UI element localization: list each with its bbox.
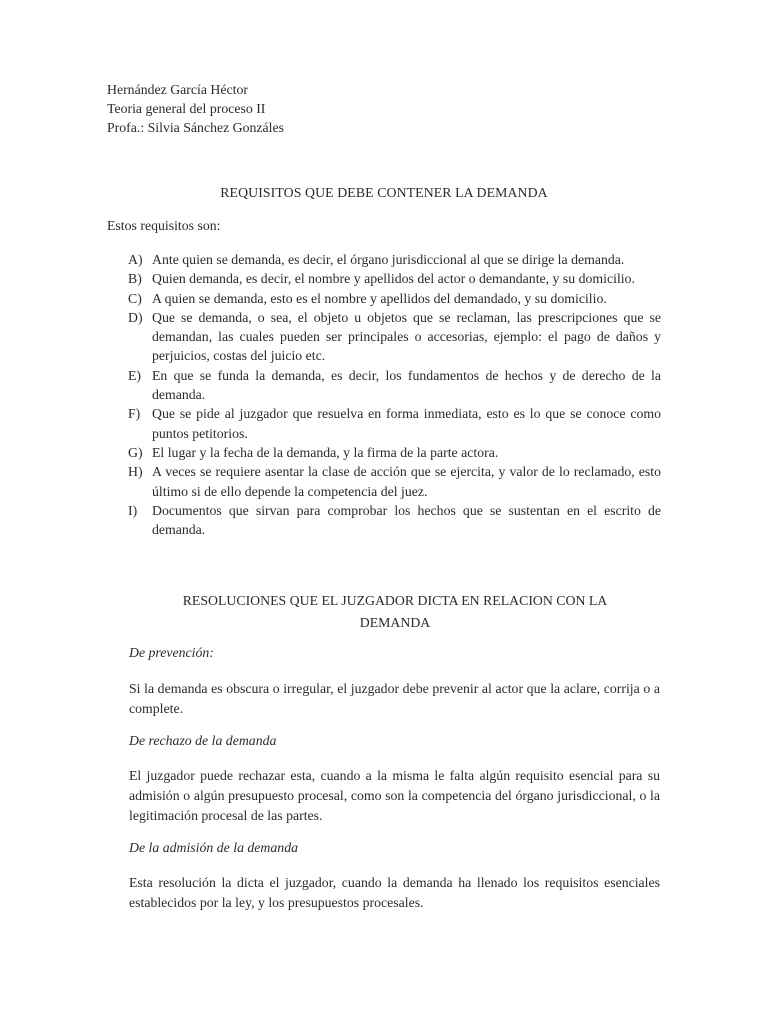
list-item-text: Documentos que sirvan para comprobar los hechos que se sustentan en el escrito de demanda. (152, 502, 661, 538)
paragraph-rechazo: El juzgador puede rechazar esta, cuando a la misma le falta algún requisito esencial para su admisión o algún presupuesto procesal, como son la competencia del órgano jurisdiccional, o la legitimación procesal de las partes. (129, 768, 660, 823)
list-item-letter: A) (128, 252, 143, 267)
list-item-letter: E) (128, 367, 142, 383)
paragraph-admision: Esta resolución la dicta el juzgador, cuando la demanda ha llenado los requisitos esenciales establecidos por la ley, y los presupuestos procesales. (129, 875, 660, 910)
list-item-letter: D) (128, 309, 143, 325)
list-item-letter: F) (128, 406, 141, 422)
list-item-text: En que se funda la demanda, es decir, los fundamentos de hechos y de derecho de la demanda. (152, 367, 661, 403)
requisitos-intro: Estos requisitos son: (107, 218, 221, 233)
list-item (128, 250, 661, 269)
document-header (107, 80, 284, 137)
list-item-letter: C) (128, 290, 142, 306)
subheading-prevencion: De prevención: (129, 645, 214, 660)
list-item (128, 269, 661, 288)
list-item-text: Que se pide al juzgador que resuelva en forma inmediata, esto es lo que se conoce como puntos petitorios. (152, 406, 661, 441)
list-item-letter: I) (128, 502, 138, 518)
list-item (128, 308, 661, 366)
section-title-resoluciones: RESOLUCIONES QUE EL JUZGADOR DICTA EN RELACION CON LA DEMANDA (182, 593, 608, 630)
subheading-rechazo: De rechazo de la demanda (129, 733, 277, 748)
course-name: Teoria general del proceso II (107, 101, 266, 116)
list-item (128, 462, 661, 501)
list-item-letter: B) (128, 271, 142, 287)
list-item-text: Ante quien se demanda, es decir, el órgano jurisdiccional al que se dirige la demanda. (152, 252, 625, 267)
list-item (128, 443, 661, 462)
list-item (128, 404, 661, 443)
list-item (128, 289, 661, 308)
subheading-admision: De la admisión de la demanda (129, 840, 298, 855)
author-name: Hernández García Héctor (107, 82, 248, 97)
list-item-letter: H) (128, 464, 143, 480)
paragraph-prevencion: Si la demanda es obscura o irregular, el juzgador debe prevenir al actor que la aclare, corrija o a complete. (129, 681, 660, 716)
professor-name: Profa.: Silvia Sánchez Gonzáles (107, 120, 285, 135)
section-title-requisitos: REQUISITOS QUE DEBE CONTENER LA DEMANDA (220, 185, 548, 200)
requisitos-list (128, 250, 661, 539)
list-item-text: A veces se requiere asentar la clase de acción que se ejercita, y valor de lo reclamado, esto último si de ello depende la competencia del juez. (152, 464, 661, 499)
list-item-letter: G) (128, 444, 143, 460)
list-item (128, 366, 661, 405)
list-item-text: El lugar y la fecha de la demanda, y la firma de la parte actora. (152, 444, 499, 460)
list-item-text: Que se demanda, o sea, el objeto u objetos que se reclaman, las prescripciones que se demandan, las cuales pueden ser principales o accesorias, ejemplo: el pago de daños y perjuicios, costas del juicio etc. (152, 309, 661, 364)
list-item-text: A quien se demanda, esto es el nombre y apellidos del demandado, y su domicilio. (152, 290, 607, 306)
list-item (128, 501, 661, 540)
list-item-text: Quien demanda, es decir, el nombre y apellidos del actor o demandante, y su domicilio. (152, 271, 635, 287)
